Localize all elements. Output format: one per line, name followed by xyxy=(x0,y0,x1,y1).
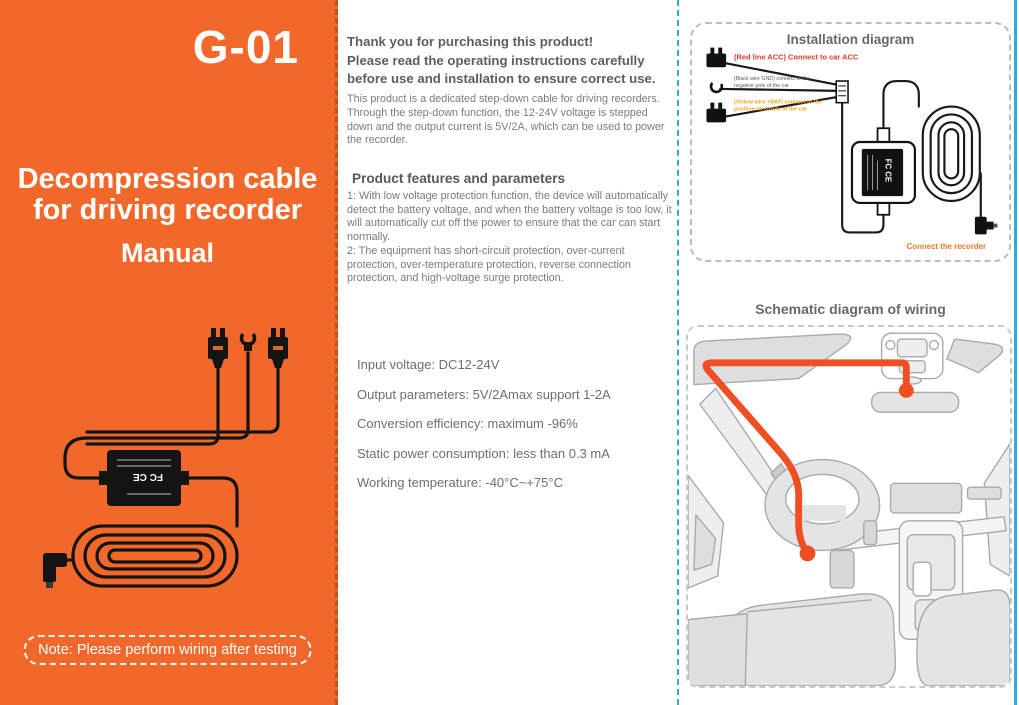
converter-box xyxy=(852,128,915,215)
ring-terminal-icon xyxy=(711,83,722,92)
intro-heading xyxy=(347,33,673,89)
product-title-line2: for driving recorder xyxy=(32,193,303,226)
connect-recorder-label: Connect the recorder xyxy=(906,242,987,252)
gnd-wire xyxy=(720,89,838,91)
model-number: G-01 xyxy=(192,21,299,73)
page-edge-line xyxy=(1014,0,1017,705)
fuse-marker xyxy=(273,346,283,350)
wire-output xyxy=(189,478,237,526)
installation-wiring-illustration xyxy=(692,24,1009,260)
spec-conversion-efficiency: Conversion efficiency: maximum -96% xyxy=(357,416,578,431)
intro-heading-line2: Please read the operating instructions carefully xyxy=(347,52,645,68)
red-wire-label: (Red line ACC) Connect to car ACC xyxy=(733,52,859,62)
installation-diagram-title: Installation diagram xyxy=(786,32,915,47)
certification-marks: FC CE xyxy=(133,471,163,482)
feature-item-1: 1: With low voltage protection function, the device will automatically detect the battery voltage, and when the battery voltage is too low, it will automatically cut off the power to ensure that the car can start normally. xyxy=(347,190,672,243)
certification-marks: FC CE xyxy=(883,158,893,183)
right-angle-plug-icon xyxy=(43,553,67,588)
yellow-wire-label-line2: positive electrode of the car xyxy=(733,106,808,113)
product-cable-illustration xyxy=(25,326,315,626)
spec-static-power: Static power consumption: less than 0.3 mA xyxy=(357,445,610,461)
intro-heading-line1: Thank you for purchasing this product! xyxy=(347,34,594,49)
schematic-diagram-box xyxy=(686,325,1012,688)
fuse-tap-connector-icon xyxy=(706,103,726,123)
cable-junction xyxy=(836,81,848,103)
car-interior-illustration xyxy=(688,327,1010,686)
intro-heading-line3: before use and installation to ensure correct use. xyxy=(347,71,656,87)
recorder-connection-dot xyxy=(899,383,914,398)
output-cable xyxy=(883,81,918,130)
fusebox-connection-dot xyxy=(800,546,816,562)
spec-working-temperature: Working temperature: -40°C~+75°C xyxy=(357,475,563,490)
schematic-title: Schematic diagram of wiring xyxy=(755,301,946,317)
spec-output-parameters: Output parameters: 5V/2Amax support 1-2A xyxy=(357,386,611,402)
spec-list xyxy=(357,358,667,506)
intro-paragraph: This product is a dedicated step-down cable for driving recorders. Through the step-down function, the 12-24V voltage is stepped down and the output current is 5V/2A, which can be used to power the recorder. xyxy=(347,93,665,147)
column-divider xyxy=(677,0,679,705)
fuse-marker xyxy=(213,346,223,350)
installation-diagram-box xyxy=(690,22,1011,262)
product-title-line1: Decompression cable xyxy=(17,163,318,195)
black-wire-label-line1: (Black wire GND) connect to the xyxy=(733,76,810,83)
wire-black xyxy=(87,353,248,438)
spec-input-voltage: Input voltage: DC12-24V xyxy=(357,357,500,372)
fuse-tap-connector-icon xyxy=(706,48,726,68)
right-angle-plug-icon xyxy=(975,217,998,235)
ring-terminal-icon xyxy=(242,334,255,351)
product-title xyxy=(0,164,335,225)
cable-coil xyxy=(73,526,237,586)
converter-box xyxy=(99,450,189,506)
cover-panel xyxy=(0,0,338,705)
black-wire-label-line2: negative pole of the car xyxy=(733,82,790,89)
note-badge: Note: Please perform wiring after testing xyxy=(23,635,312,665)
features-heading: Product features and parameters xyxy=(352,171,566,186)
yellow-wire-label-line1: (Yellow wire +BAT) connect to the xyxy=(733,99,823,106)
manual-label: Manual xyxy=(120,238,214,268)
feature-item-2: 2: The equipment has short-circuit protection, over-current protection, over-temperature protection, reverse connection protection, and high-voltage surge protection. xyxy=(347,245,631,285)
cable-coil xyxy=(923,107,980,201)
